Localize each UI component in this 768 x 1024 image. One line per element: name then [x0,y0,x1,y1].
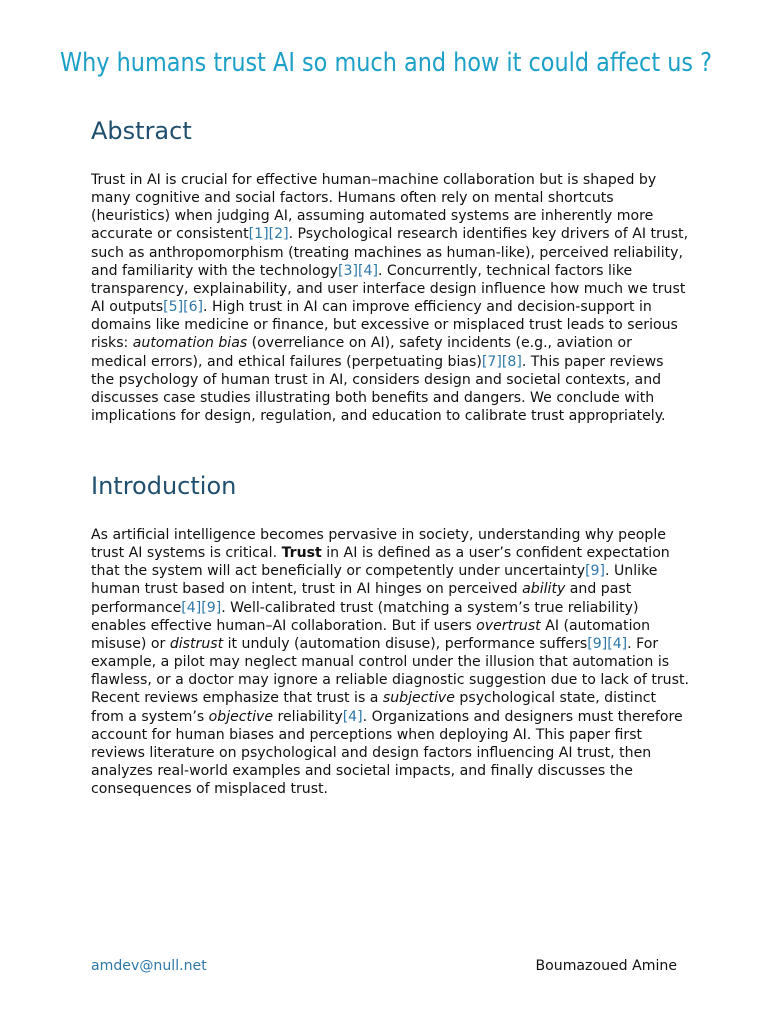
citation-link-4-c[interactable]: [4] [342,708,363,725]
intro-text-6: AI (automation misuse) or [91,617,651,652]
abstract-section [91,116,691,425]
abstract-heading: Abstract [91,117,192,145]
abstract-text-3: . Concurrently, technical factors like transparency, explainability, and user interface design influence how much we trust AI outputs [91,262,686,316]
intro-emphasis-objective: objective [208,708,274,725]
intro-text-9: psychological state, distinct from a system’s [91,690,657,725]
introduction-heading: Introduction [91,472,237,500]
intro-text-2: in AI is defined as a user’s confident expectation that the system will act beneficially or competently under uncertainty [91,545,670,580]
abstract-text-1: Trust in AI is crucial for effective human–machine collaboration but is shaped by many cognitive and social factors. Humans often rely on mental shortcuts (heuristics) when judging AI, assuming automated systems are inherently more accurate or consistent [91,172,657,243]
citation-link-4-b[interactable]: [4] [607,635,628,652]
abstract-text-4: . High trust in AI can improve efficiency and decision-support in domains like medicine or finance, but excessive or misplaced trust leads to serious risks: [91,299,678,352]
citation-link-4-a[interactable]: [4] [181,599,202,616]
citation-link-2[interactable]: [2] [268,226,289,243]
citation-link-5[interactable]: [5] [163,299,184,316]
intro-bold-trust: Trust [281,545,322,562]
citation-link-7[interactable]: [7] [481,353,502,370]
document-title: Why humans trust AI so much and how it could affect us ? [60,48,713,78]
footer-email-link[interactable]: amdev@null.net [91,958,207,974]
intro-emphasis-overtrust: overtrust [476,617,541,634]
intro-text-11: . Organizations and designers must therefore account for human biases and perceptions when deploying AI. This paper first reviews literature on psychological and design factors influencing AI trust, then analyzes real-world examples and societal impacts, and finally discusses the consequences of misplaced trust. [91,708,683,798]
intro-emphasis-distrust: distrust [169,635,224,652]
intro-text-7: it unduly (automation disuse), performance suffers [223,635,588,652]
abstract-text-5: (overreliance on AI), safety incidents (e.g., aviation or medical errors), and ethical failures (perpetuating bias) [91,335,632,370]
abstract-paragraph [91,171,691,425]
abstract-emphasis-automation-bias: automation bias [132,335,248,352]
citation-link-9-b[interactable]: [9] [587,635,608,652]
intro-text-3: . Unlike human trust based on intent, trust in AI hinges on perceived [91,563,658,598]
citation-link-6[interactable]: [6] [183,299,204,316]
introduction-paragraph [91,526,691,798]
intro-text-1: As artificial intelligence becomes pervasive in society, understanding why people trust AI systems is critical. [91,527,666,562]
citation-link-9[interactable]: [9] [585,563,606,580]
intro-emphasis-subjective: subjective [382,690,455,707]
footer-author: Boumazoued Amine [535,958,677,974]
citation-link-8[interactable]: [8] [501,353,522,370]
intro-text-5: . Well-calibrated trust (matching a system’s true reliability) enables effective human–AI collaboration. But if users [91,599,639,634]
introduction-section [91,471,691,798]
abstract-text-2: . Psychological research identifies key drivers of AI trust, such as anthropomorphism (treating machines as human-like), perceived reliability, and familiarity with the technology [91,226,689,279]
intro-text-10: reliability [273,708,343,725]
intro-emphasis-ability: ability [522,581,566,598]
abstract-text-6: . This paper reviews the psychology of human trust in AI, considers design and societal contexts, and discusses case studies illustrating both benefits and dangers. We conclude with implications for design, regulation, and education to calibrate trust appropriately. [91,353,666,425]
intro-text-8: . For example, a pilot may neglect manual control under the illusion that automation is flawless, or a doctor may ignore a reliable diagnostic suggestion due to lack of trust. Recent reviews emphasize that trust is a [91,635,689,707]
citation-link-4[interactable]: [4] [357,262,378,279]
citation-link-1[interactable]: [1] [248,226,269,243]
citation-link-3[interactable]: [3] [338,262,358,279]
citation-link-9-a[interactable]: [9] [201,599,222,616]
intro-text-4: and past performance [91,581,632,616]
